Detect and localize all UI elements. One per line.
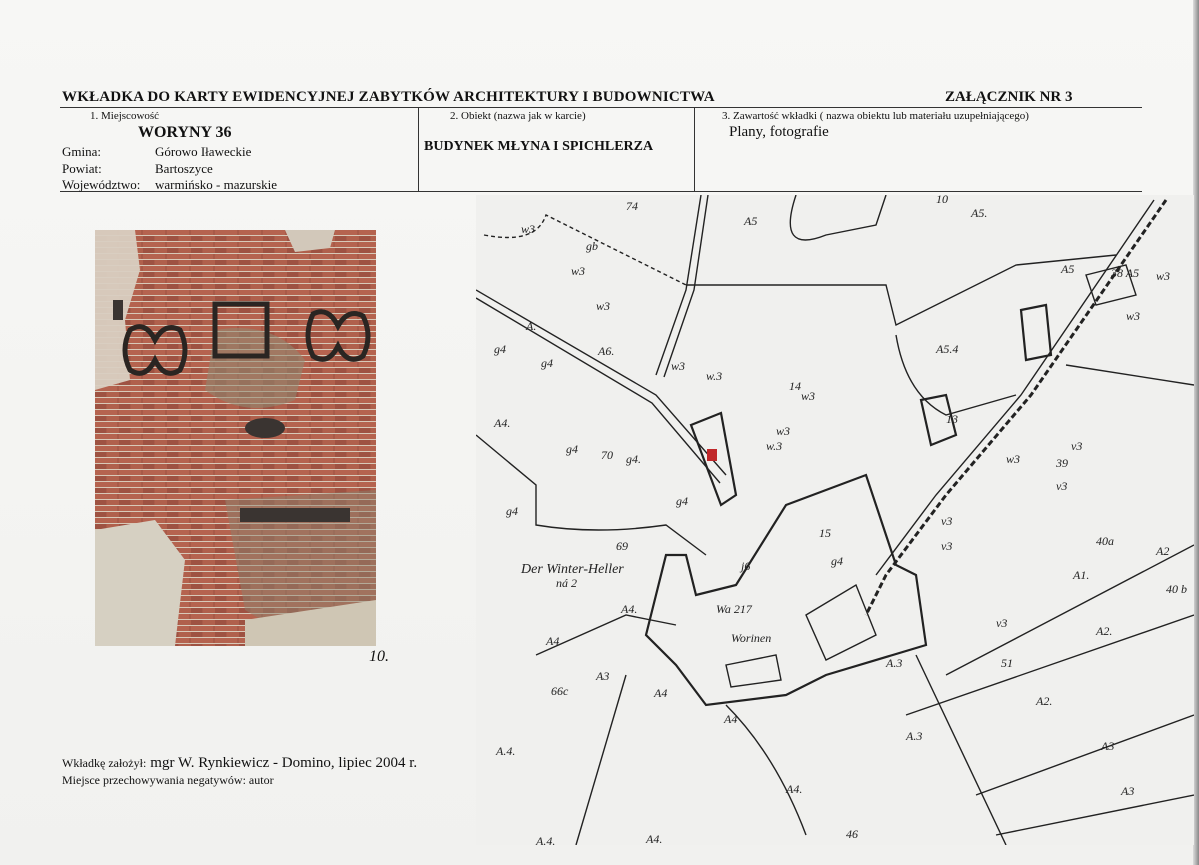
map-label: A5 <box>744 214 758 228</box>
map-label: w.3 <box>706 369 723 383</box>
map-label: w3 <box>801 389 816 403</box>
object-name: BUDYNEK MŁYNA I SPICHLERZA <box>424 139 654 154</box>
map-label: 38 A5 <box>1111 266 1140 280</box>
map-label: A.3 <box>906 729 923 743</box>
map-label: A5. <box>971 206 988 220</box>
map-label: A2 <box>1156 544 1170 558</box>
county-label: Powiat: <box>62 161 102 176</box>
map-label: A4 <box>546 634 560 648</box>
map-label: g4 <box>676 494 688 508</box>
map-label: A.4. <box>536 834 556 845</box>
map-label: 40a <box>1096 534 1114 548</box>
author-value: mgr W. Rynkiewicz - Domino, lipiec 2004 r. <box>150 755 418 771</box>
map-label: A5 <box>1061 262 1075 276</box>
map-label: w3 <box>521 222 536 236</box>
map-label: 39 <box>1056 456 1068 470</box>
map-label: g4 <box>506 504 518 518</box>
map-label: A.4. <box>496 744 516 758</box>
map-label: v3 <box>1071 439 1083 453</box>
contents-heading: 3. Zawartość wkładki ( nazwa obiektu lub materiału uzupełniającego) <box>722 110 1029 122</box>
map-label: w.3 <box>766 439 783 453</box>
map-label: A2. <box>1036 694 1053 708</box>
map-label: A4 <box>724 712 738 726</box>
map-label: A4. <box>646 832 663 845</box>
map-label: g4 <box>541 356 553 370</box>
voivodeship-value: warmińsko - mazurskie <box>155 177 278 192</box>
map-label: 66c <box>551 684 569 698</box>
map-label: ná 2 <box>556 576 577 590</box>
map-label: A6. <box>598 344 615 358</box>
map-label: 51 <box>1001 656 1013 670</box>
county-value: Bartoszyce <box>155 161 213 176</box>
voivodeship-label: Województwo: <box>62 177 141 192</box>
contents-value: Plany, fotografie <box>729 124 829 140</box>
object-heading: 2. Obiekt (nazwa jak w karcie) <box>450 110 586 122</box>
map-label: 69 <box>616 539 628 553</box>
map-label: A.3 <box>886 656 903 670</box>
map-label: 15 <box>819 526 831 540</box>
map-label: A4 <box>654 686 668 700</box>
map-label: g4. <box>626 452 641 466</box>
map-label: w3 <box>671 359 686 373</box>
map-label: w3 <box>1126 309 1141 323</box>
map-label: v3 <box>996 616 1008 630</box>
photo-number: 10. <box>369 648 389 665</box>
map-label: v3 <box>1056 479 1068 493</box>
map-label: A3 <box>1121 784 1135 798</box>
author-label: Wkładkę założył: <box>62 756 147 770</box>
map-label: w3 <box>1006 452 1021 466</box>
map-label: Der Winter-Heller <box>521 562 624 577</box>
map-label: gb <box>586 239 598 253</box>
document-title: WKŁADKA DO KARTY EWIDENCYJNEJ ZABYTKÓW ARCHITEKTURY I BUDOWNICTWA <box>62 89 715 105</box>
map-label: 46 <box>846 827 858 841</box>
map-label: Worinen <box>731 631 772 645</box>
map-label: 10 <box>936 195 948 206</box>
title-underline <box>60 107 1142 108</box>
negatives-storage: Miejsce przechowywania negatywów: autor <box>62 773 274 787</box>
map-label: 70 <box>601 448 613 462</box>
municipality-label: Gmina: <box>62 144 101 159</box>
wall-photo <box>95 230 376 646</box>
map-label: g4 <box>566 442 578 456</box>
map-label: Wa 217 <box>716 602 752 616</box>
place-heading: 1. Miejscowość <box>90 110 160 122</box>
municipality-value: Górowo Iławeckie <box>155 144 252 159</box>
map-label: A. <box>526 319 537 333</box>
map-label: 40 b <box>1166 582 1187 596</box>
map-label: g4 <box>494 342 506 356</box>
map-label: A1. <box>1073 568 1090 582</box>
map-label: 14 <box>789 379 801 393</box>
map-label: v3 <box>941 514 953 528</box>
map-label: 13 <box>946 412 958 426</box>
map-label: j6 <box>741 559 751 573</box>
map-label: w3 <box>1156 269 1171 283</box>
cadastral-map <box>476 195 1194 845</box>
map-label: A4. <box>494 416 511 430</box>
map-label: 74 <box>626 199 638 213</box>
map-label: A2. <box>1096 624 1113 638</box>
map-label: v3 <box>941 539 953 553</box>
map-label: A4. <box>786 782 803 796</box>
map-label: A4. <box>621 602 638 616</box>
map-label: w3 <box>596 299 611 313</box>
author-line <box>62 754 417 772</box>
annex-label: ZAŁĄCZNIK NR 3 <box>945 89 1073 105</box>
place-name: WORYNY 36 <box>138 124 232 141</box>
map-label: w3 <box>776 424 791 438</box>
map-label: w3 <box>571 264 586 278</box>
map-label: A5.4 <box>936 342 959 356</box>
map-label: g4 <box>831 554 843 568</box>
map-label: A3 <box>1101 739 1115 753</box>
form-divider-2 <box>694 108 695 191</box>
form-divider-1 <box>418 108 419 191</box>
map-label: A3 <box>596 669 610 683</box>
